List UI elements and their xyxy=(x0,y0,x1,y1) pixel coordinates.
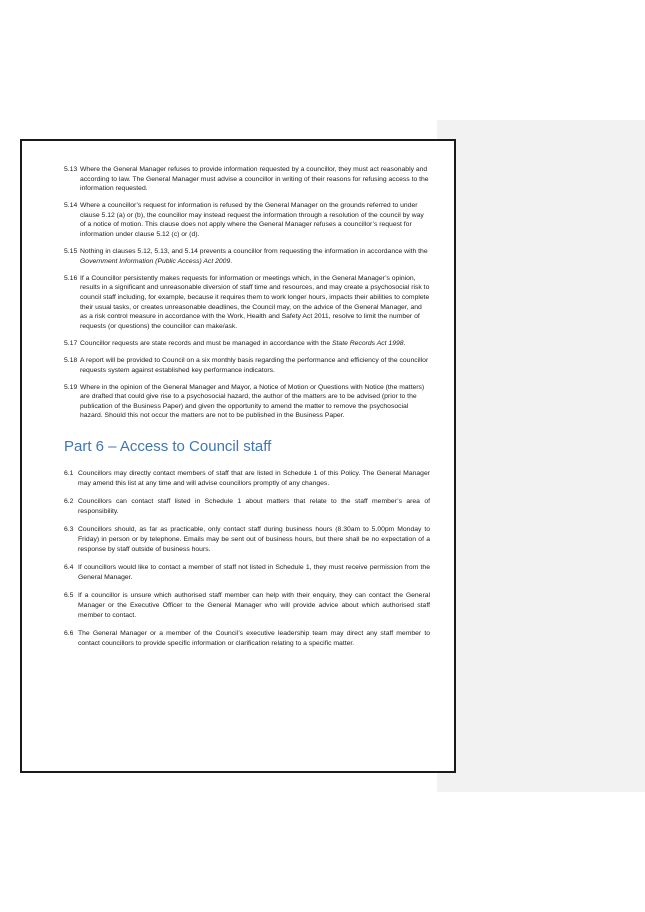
clause-5-19 xyxy=(64,383,430,421)
clause-number: 5.14 xyxy=(64,202,78,210)
clause-6-1 xyxy=(64,469,430,488)
clause-text-tail: . xyxy=(230,257,233,265)
clause-text-main: If councillors would like to contact a member of staff not listed in Schedule 1, they must receive permission from the General Manager. xyxy=(78,564,430,581)
clause-text xyxy=(80,201,430,239)
document-body xyxy=(64,165,430,657)
clause-text-main: Where the General Manager refuses to provide information requested by a councillor, they must act reasonably and according to law. The General Manager must advise a councillor in writing of their reasons for refusing access to the information requested. xyxy=(80,166,429,193)
clause-text xyxy=(78,525,430,554)
clause-6-5 xyxy=(64,591,430,620)
clause-number: 6.4 xyxy=(64,564,74,572)
clause-text-main: Councillors may directly contact members of staff that are listed in Schedule 1 of this Policy. The General Manager may amend this list at any time and will advise councillors promptly of any changes. xyxy=(78,470,430,487)
clause-number: 5.13 xyxy=(64,166,78,173)
clause-5-14 xyxy=(64,201,430,239)
clause-text-main: Councillors should, as far as practicable, only contact staff during business hours (8.30am to 5.00pm Monday to Friday) in person or by telephone. Emails may be sent out of business hours, but there shall be no expectation of a response by staff outside of business hours. xyxy=(78,526,430,553)
section-heading: Part 6 – Access to Council staff xyxy=(64,438,272,456)
clause-number: 5.17 xyxy=(64,339,78,347)
clause-text xyxy=(78,563,430,582)
clause-text-main: Nothing in clauses 5.12, 5.13, and 5.14 prevents a councillor from requesting the information in accordance with the xyxy=(80,248,428,256)
clause-text-main: The General Manager or a member of the Council’s executive leadership team may direct any staff member to contact councillors to provide specific information or clarification relating to a specific matter. xyxy=(78,630,430,647)
clause-number: 6.5 xyxy=(64,592,74,600)
clause-text xyxy=(80,356,430,375)
clause-5-17 xyxy=(64,339,430,349)
clause-text-italic: Government Information (Public Access) Act 2009 xyxy=(80,257,231,265)
clause-5-15 xyxy=(64,247,430,266)
clause-6-4 xyxy=(64,563,430,582)
clause-5-16 xyxy=(64,274,430,332)
clause-text-italic: State Records Act 1998 xyxy=(332,339,404,347)
clause-text-main: Where a councillor’s request for information is refused by the General Manager on the grounds referred to under clause 5.12 (a) or (b), the councillor may instead request the information through a resolution of the council by way of a notice of motion. This clause does not apply where the General Manager refuses a councillor’s request for information under clause 5.12 (c) or (d). xyxy=(80,202,424,239)
clause-text-main: If a Councillor persistently makes requests for information or meetings which, in the General Manager’s opinion, results in a significant and unreasonable diversion of staff time and resources, and may create a psychosocial risk to council staff including, for example, because it requires them to work longer hours, impacts their abilities to complete their usual tasks, or creates unreasonable deadlines, the Council may, on the advice of the General Manager, and as a risk control measure in accordance with the Work, Health and Safety Act 2011, resolve to limit the number of requests (or questions) the councillor can make/ask. xyxy=(80,274,430,330)
clause-number: 6.1 xyxy=(64,470,74,478)
clause-text-main: Councillors can contact staff listed in Schedule 1 about matters that relate to the staff member’s area of responsibility. xyxy=(78,498,430,515)
clause-text xyxy=(78,497,430,516)
clause-text-main: Where in the opinion of the General Manager and Mayor, a Notice of Motion or Questions with Notice (the matters) are drafted that could give rise to a psychosocial hazard, the author of the matters are to be advised (prior to the publication of the Business Paper) and given the opportunity to amend the matter to remove the psychosocial hazard. Should this not occur the matters are not to be published in the Business Paper. xyxy=(80,383,425,420)
clause-text xyxy=(80,339,430,349)
clause-6-6 xyxy=(64,629,430,648)
clause-text-main: Councillor requests are state records and must be managed in accordance with the xyxy=(80,339,332,347)
clause-number: 6.3 xyxy=(64,526,74,534)
clause-number: 6.2 xyxy=(64,498,74,506)
clause-6-2 xyxy=(64,497,430,516)
clause-number: 5.19 xyxy=(64,383,78,391)
clause-6-3 xyxy=(64,525,430,554)
clause-text-tail: . xyxy=(403,339,406,347)
clause-text xyxy=(80,165,430,194)
clause-5-18 xyxy=(64,356,430,375)
section-6-clauses xyxy=(64,469,430,648)
section-5-clauses xyxy=(64,165,430,421)
clause-text xyxy=(80,247,430,266)
clause-text-main: If a councillor is unsure which authorised staff member can help with their enquiry, they can contact the General Manager or the Executive Officer to the General Manager who will provide advice about which authorised staff member to contact. xyxy=(78,592,430,619)
clause-text xyxy=(78,591,430,620)
clause-number: 6.6 xyxy=(64,630,74,638)
clause-number: 5.15 xyxy=(64,248,78,256)
clause-text xyxy=(78,469,430,488)
clause-text xyxy=(78,629,430,648)
clause-number: 5.16 xyxy=(64,274,78,282)
clause-text xyxy=(80,274,430,332)
comment-pane xyxy=(437,120,645,792)
clause-text xyxy=(80,383,430,421)
clause-5-13 xyxy=(64,165,430,194)
clause-number: 5.18 xyxy=(64,357,78,364)
clause-text-main: A report will be provided to Council on a six monthly basis regarding the performance and efficiency of the councillor requests system against established key performance indicators. xyxy=(80,357,429,374)
